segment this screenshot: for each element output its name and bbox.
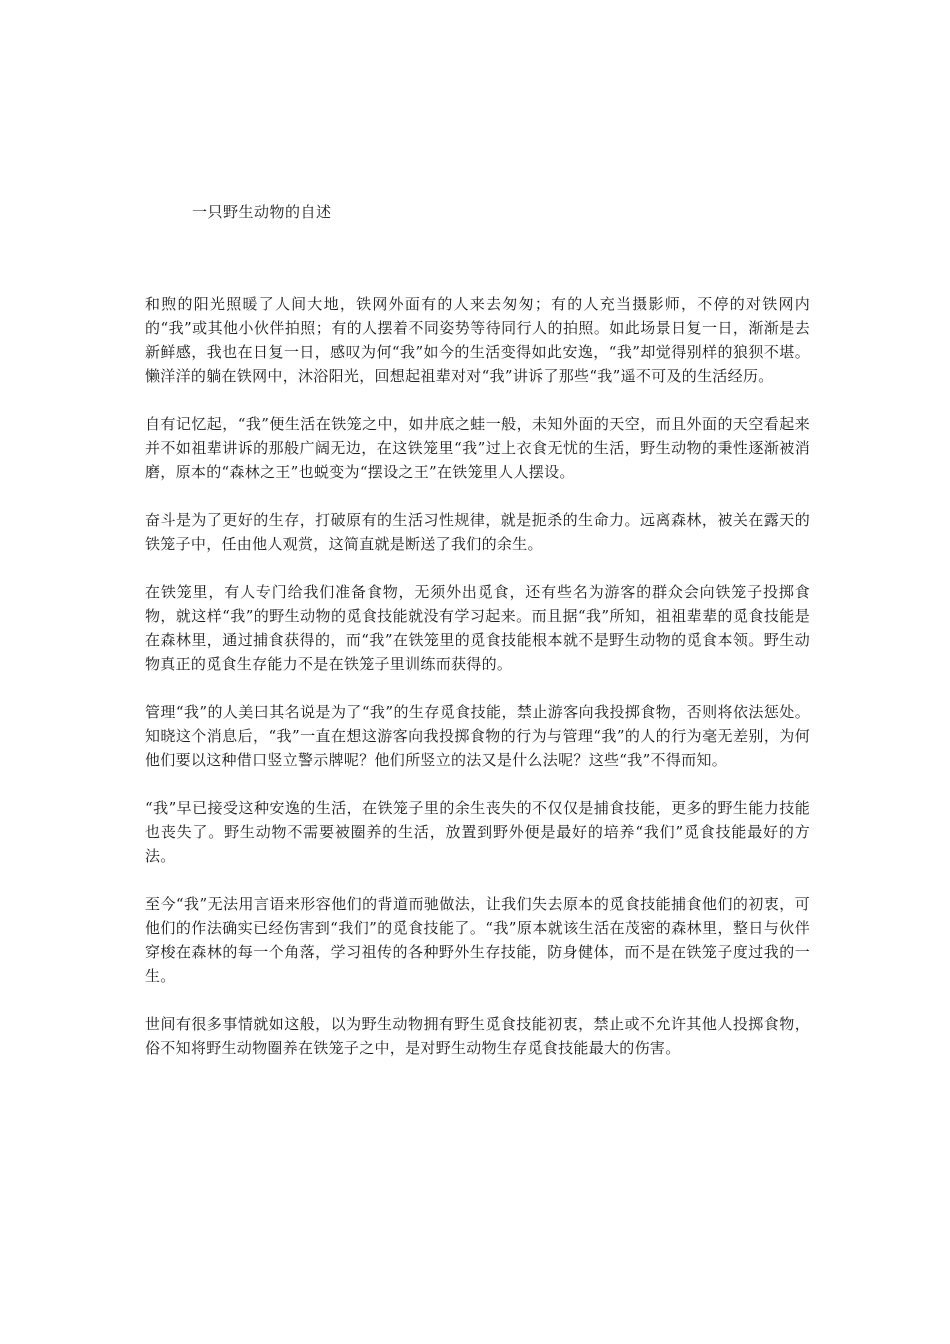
paragraph: 在铁笼里，有人专门给我们准备食物，无须外出觅食，还有些名为游客的群众会向铁笼子投掷食物，就这样“我”的野生动物的觅食技能就没有学习起来。而且据“我”所知，祖祖辈辈的觅食技能是在森林里，通过捕食获得的，而“我”在铁笼里的觅食技能根本就不是野生动物的觅食本领。野生动物真正的觅食生存能力不是在铁笼子里训练而获得的。 xyxy=(145,583,810,673)
paragraph: 和煦的阳光照暖了人间大地，铁网外面有的人来去匆匆；有的人充当摄影师，不停的对铁网内的“我”或其他小伙伴拍照；有的人摆着不同姿势等待同行人的拍照。如此场景日复一日，渐渐是去新鲜感，我也在日复一日，感叹为何“我”如今的生活变得如此安逸，“我”却觉得别样的狼狈不堪。懒洋洋的躺在铁网中，沐浴阳光，回想起祖辈对对“我”讲诉了那些“我”遥不可及的生活经历。 xyxy=(145,295,810,385)
paragraph: 奋斗是为了更好的生存，打破原有的生活习性规律，就是扼杀的生命力。远离森林，被关在露天的铁笼子中，任由他人观赏，这简直就是断送了我们的余生。 xyxy=(145,511,810,553)
paragraph: 至今“我”无法用言语来形容他们的背道而驰做法，让我们失去原本的觅食技能捕食他们的初衷，可他们的作法确实已经伤害到“我们”的觅食技能了。“我”原本就该生活在茂密的森林里，整日与伙伴穿梭在森林的每一个角落，学习祖传的各种野外生存技能，防身健体，而不是在铁笼子度过我的一生。 xyxy=(145,895,810,985)
paragraph: “我”早已接受这种安逸的生活，在铁笼子里的余生丧失的不仅仅是捕食技能，更多的野生能力技能也丧失了。野生动物不需要被圈养的生活，放置到野外便是最好的培养“我们”觅食技能最好的方法。 xyxy=(145,799,810,865)
paragraph: 世间有很多事情就如这般，以为野生动物拥有野生觅食技能初衷，禁止或不允许其他人投掷食物，俗不知将野生动物圈养在铁笼子之中，是对野生动物生存觅食技能最大的伤害。 xyxy=(145,1015,810,1057)
document-title: 一只野生动物的自述 xyxy=(192,203,332,221)
paragraph: 管理“我”的人美曰其名说是为了“我”的生存觅食技能，禁止游客向我投掷食物，否则将依法惩处。知晓这个消息后，“我”一直在想这游客向我投掷食物的行为与管理“我”的人的行为毫无差别，为何他们要以这种借口竖立警示牌呢？他们所竖立的法又是什么法呢？这些“我”不得而知。 xyxy=(145,703,810,769)
paragraph: 自有记忆起，“我”便生活在铁笼之中，如井底之蛙一般，未知外面的天空，而且外面的天空看起来并不如祖辈讲诉的那般广阔无边，在这铁笼里“我”过上衣食无忧的生活，野生动物的秉性逐渐被消磨，原本的“森林之王”也蜕变为“摆设之王”在铁笼里人人摆设。 xyxy=(145,415,810,481)
document-body xyxy=(145,292,810,1084)
